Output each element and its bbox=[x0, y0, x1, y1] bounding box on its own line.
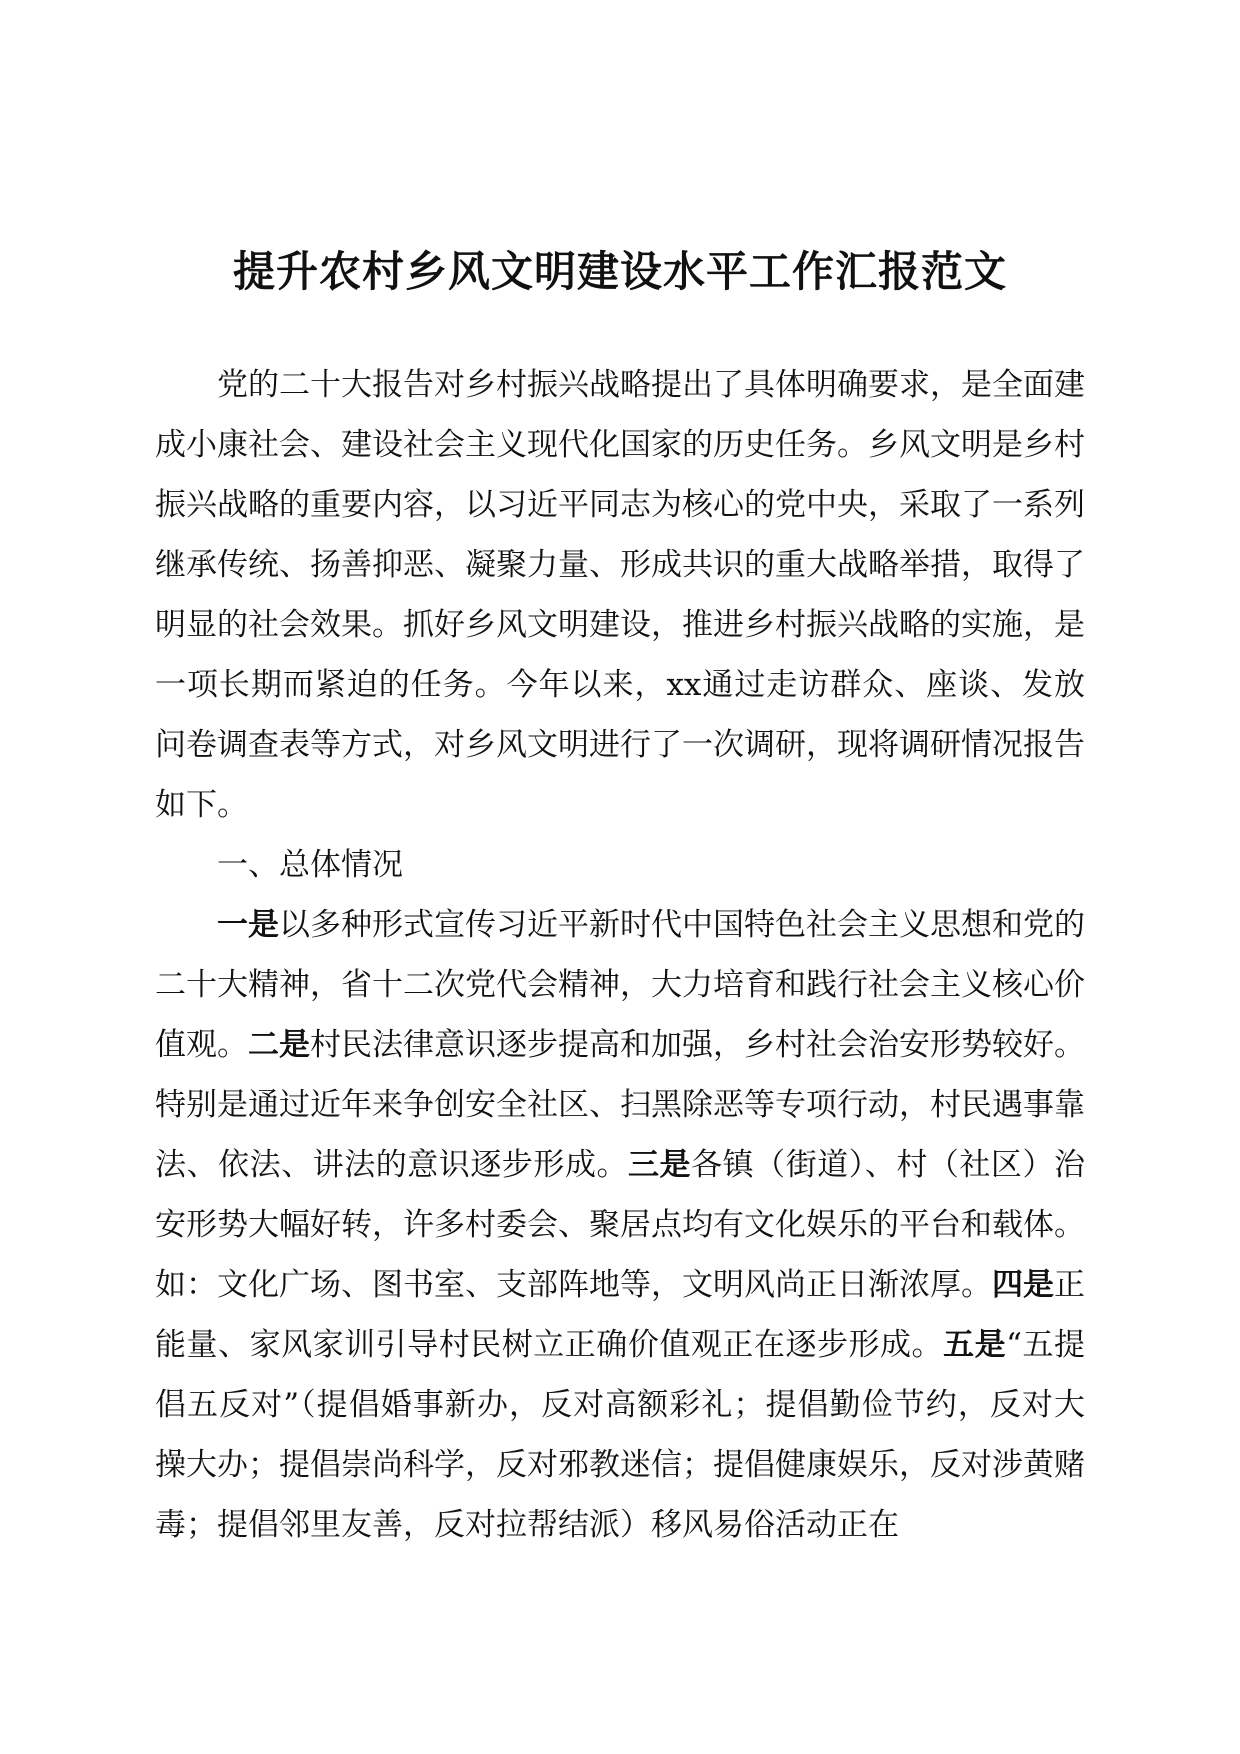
section-heading: 一、总体情况 bbox=[217, 847, 403, 883]
overview-paragraph bbox=[155, 895, 1085, 1555]
point-lead: 四是 bbox=[992, 1267, 1054, 1303]
point-text: 村民法律意识逐步提高和加强，乡村社会治安形势较好。特别是通过近年来争创安全社区、扫黑除恶等专项行动，村民遇事靠法、依法、讲法的意识逐步形成。 bbox=[155, 1027, 1085, 1183]
point-lead: 一是 bbox=[217, 907, 279, 943]
point-lead: 五是 bbox=[943, 1327, 1007, 1363]
point-text: 以多种形式宣传习近平新时代中国特色社会主义思想和党的二十大精神，省十二次党代会精神，大力培育和践行社会主义核心价值观。 bbox=[155, 907, 1085, 1063]
point-text: 正能量、家风家训引导村民树立正确价值观正在逐步形成。 bbox=[155, 1267, 1085, 1363]
document-body bbox=[155, 355, 1085, 1555]
document-title: 提升农村乡风文明建设水平工作汇报范文 bbox=[232, 247, 1007, 296]
point-lead: 三是 bbox=[628, 1147, 692, 1183]
point-text: 各镇（街道）、村（社区）治安形势大幅好转，许多村委会、聚居点均有文化娱乐的平台和载体。如：文化广场、图书室、支部阵地等，文明风尚正日渐浓厚。 bbox=[155, 1147, 1086, 1303]
point-lead: 二是 bbox=[248, 1027, 310, 1063]
point-text: “五提倡五反对”（提倡婚事新办，反对高额彩礼；提倡勤俭节约，反对大操大办；提倡崇尚科学，反对邪教迷信；提倡健康娱乐，反对涉黄赌毒；提倡邻里友善，反对拉帮结派）移风易俗活动正在 bbox=[155, 1327, 1086, 1543]
intro-paragraph: 党的二十大报告对乡村振兴战略提出了具体明确要求，是全面建成小康社会、建设社会主义现代化国家的历史任务。乡风文明是乡村振兴战略的重要内容，以习近平同志为核心的党中央，采取了一系列继承传统、扬善抑恶、凝聚力量、形成共识的重大战略举措，取得了明显的社会效果。抓好乡风文明建设，推进乡村振兴战略的实施，是一项长期而紧迫的任务。今年以来，xx通过走访群众、座谈、发放问卷调查表等方式，对乡风文明进行了一次调研，现将调研情况报告如下。 bbox=[155, 367, 1085, 823]
